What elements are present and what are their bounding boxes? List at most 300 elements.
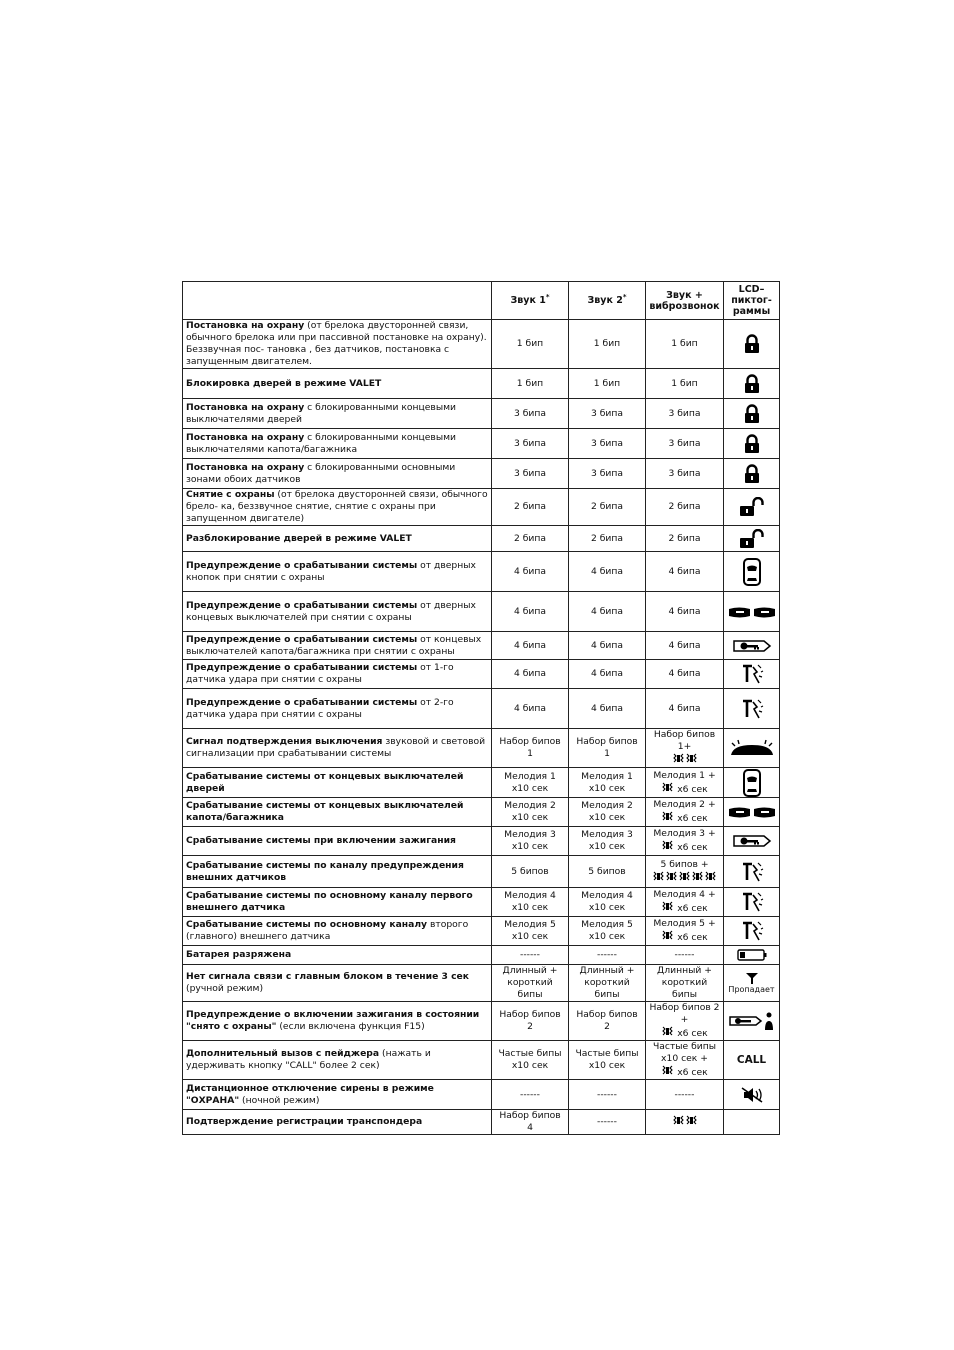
- sound1-value: [492, 1080, 569, 1110]
- sound1-value-line: х10 сек: [511, 902, 549, 913]
- lcd-pictogram: [724, 1041, 780, 1080]
- sound2-value-line: короткий бипы: [584, 977, 630, 1000]
- sound1-value: [492, 320, 569, 369]
- lock-closed-icon: [744, 408, 760, 419]
- sound1-value: [492, 798, 569, 827]
- sound-vibro-value-line: 5 бипов +: [660, 858, 709, 870]
- lcd-pictogram: [724, 917, 780, 946]
- event-description: [183, 1002, 492, 1041]
- table-row: [183, 729, 780, 768]
- lcd-pictogram: [724, 632, 780, 660]
- table-row: [183, 399, 780, 429]
- sound1-value-line: ------: [520, 1088, 540, 1100]
- lcd-pictogram: [724, 592, 780, 632]
- sound1-value-line: Мелодия 2: [504, 800, 556, 811]
- header-sound1: [492, 282, 569, 320]
- sound2-value-line: х10 сек: [588, 841, 626, 852]
- sound1-value: [492, 592, 569, 632]
- signal-table: [182, 281, 780, 1135]
- sound-vibro-value: [646, 729, 724, 768]
- sound-vibro-value-line: короткий бипы: [661, 977, 708, 1000]
- hood-trunk-icon: [728, 807, 776, 818]
- table-row: [183, 592, 780, 632]
- sound1-value: [492, 827, 569, 856]
- sound2-value-line: ------: [597, 1116, 617, 1127]
- sound2-value-line: 4 бипа: [590, 668, 624, 679]
- event-title: Срабатывание системы от концевых выключателей дверей: [186, 770, 464, 794]
- sound1-value-line: 4 бипа: [513, 639, 547, 651]
- event-description: [183, 526, 492, 552]
- lock-closed-icon: [744, 438, 760, 449]
- table-row: [183, 1041, 780, 1080]
- sound1-value-line: 4 бипа: [513, 565, 547, 577]
- sound1-value-line: 3 бипа: [513, 467, 547, 479]
- event-title: Дистанционное отключение сирены в режиме "ОХРАНА": [186, 1082, 434, 1106]
- event-description: [183, 827, 492, 856]
- event-detail: от 2-го датчика удара при снятии с охраны: [186, 696, 454, 720]
- event-description: [183, 1110, 492, 1135]
- sound2-value: [569, 369, 646, 399]
- lcd-pictogram: [724, 429, 780, 459]
- sound2-value-line: 1 бип: [593, 377, 621, 389]
- sound1-value-line: 4 бипа: [513, 605, 547, 617]
- sound1-value-line: х10 сек: [511, 841, 549, 852]
- event-description: [183, 856, 492, 888]
- sound1-value: [492, 1002, 569, 1041]
- sound2-value-line: Мелодия 3: [581, 829, 633, 840]
- event-detail: (от брелока двусторонней связи, обычного брелока или при пассивной постановке на охрану). Беззвучная пос- тановка , без датчиков, постановка с запущенным двигателем.: [186, 320, 487, 367]
- event-description: [183, 729, 492, 768]
- event-detail: второго (главного) внешнего датчика: [186, 919, 469, 942]
- sound1-value: [492, 552, 569, 592]
- sound2-value: [569, 946, 646, 965]
- header-sound1-text: Звук 1: [510, 295, 546, 306]
- event-description: [183, 320, 492, 369]
- event-detail: звуковой и световой сигнализации при срабатывании системы: [186, 736, 486, 759]
- lcd-pictogram: [724, 768, 780, 798]
- event-title: Подтверждение регистрации транспондера: [186, 1116, 423, 1127]
- sound-vibro-value: [646, 827, 724, 856]
- sound1-value-line: Набор бипов 4: [499, 1110, 561, 1133]
- sound-vibro-value: [646, 856, 724, 888]
- event-title: Предупреждение о включении зажигания в состоянии "снято с охраны": [186, 1009, 480, 1032]
- sound-vibro-value: [646, 320, 724, 369]
- sound1-value-line: Мелодия 3: [504, 829, 556, 840]
- sound-vibro-value-line: х6 сек: [649, 1026, 720, 1040]
- vibration-icon: [661, 842, 674, 853]
- sound-vibro-value: [646, 489, 724, 526]
- sound2-value: [569, 856, 646, 888]
- event-title: Постановка на охрану: [186, 431, 305, 443]
- sound-vibro-value-line: Мелодия 3 +: [653, 828, 716, 839]
- event-description: [183, 1080, 492, 1110]
- sound-vibro-value: [646, 965, 724, 1002]
- sound1-value: [492, 856, 569, 888]
- event-description: [183, 369, 492, 399]
- event-description: [183, 946, 492, 965]
- sound2-value: [569, 1110, 646, 1135]
- sound-vibro-value-line: 2 бипа: [668, 532, 701, 544]
- event-description: [183, 965, 492, 1002]
- lcd-pictogram-label: Пропадает: [728, 984, 775, 994]
- sound2-value: [569, 965, 646, 1002]
- sound-vibro-value-line: х6 сек: [649, 1065, 720, 1079]
- vibration-icon: [672, 755, 685, 766]
- sound2-value: [569, 399, 646, 429]
- car-lights-icon: [728, 743, 776, 754]
- sound-vibro-value-line: Мелодия 2 +: [653, 799, 716, 810]
- sound1-value-line: х10 сек: [511, 1060, 549, 1071]
- sound2-value: [569, 592, 646, 632]
- sound2-value-line: Набор бипов 2: [576, 1009, 638, 1032]
- sound2-value-line: Мелодия 2: [581, 800, 633, 811]
- event-description: [183, 917, 492, 946]
- lcd-pictogram: [724, 1110, 780, 1135]
- lcd-pictogram: [724, 888, 780, 917]
- sound1-value-line: короткий бипы: [507, 977, 553, 1000]
- lcd-pictogram: [724, 489, 780, 526]
- vibration-icon: [704, 873, 717, 884]
- sound1-value-line: Мелодия 4: [504, 890, 556, 901]
- event-description: [183, 660, 492, 689]
- lcd-pictogram: [724, 856, 780, 888]
- sound2-value-line: 5 бипов: [588, 865, 626, 877]
- lcd-pictogram: [724, 1002, 780, 1041]
- sound-vibro-value-line: 4 бипа: [668, 702, 701, 714]
- table-row: [183, 856, 780, 888]
- vibration-icon: [685, 755, 698, 766]
- sound2-value-line: 1 бип: [593, 338, 621, 349]
- sound2-value-line: 2 бипа: [590, 532, 624, 544]
- header-sound-vibro-line1: Звук +: [666, 289, 703, 301]
- event-detail: от дверных кнопок при снятии с охраны: [186, 559, 476, 583]
- lcd-pictogram: [724, 320, 780, 369]
- lcd-pictogram: [724, 827, 780, 856]
- antenna-icon: [745, 973, 759, 984]
- sound1-value-line: х10 сек: [511, 931, 549, 942]
- lock-closed-icon: [744, 468, 760, 479]
- shock-sensor-icon: [740, 703, 764, 714]
- sound-vibro-value-line: 3 бипа: [668, 437, 701, 449]
- sound1-value-line: 5 бипов: [511, 865, 549, 877]
- vibration-icon: [661, 813, 674, 824]
- sound1-value-line: Мелодия 1: [504, 770, 556, 782]
- call-label: CALL: [736, 1053, 767, 1066]
- sound2-value-line: 3 бипа: [590, 467, 624, 479]
- sound2-value: [569, 827, 646, 856]
- table-row: [183, 489, 780, 526]
- event-description: [183, 689, 492, 729]
- sound-vibro-value: [646, 689, 724, 729]
- sound-vibro-value-line: [649, 1115, 720, 1129]
- table-row: [183, 369, 780, 399]
- event-description: [183, 429, 492, 459]
- sound1-value: [492, 660, 569, 689]
- sound2-value: [569, 320, 646, 369]
- sound-vibro-value: [646, 888, 724, 917]
- key-person-icon: [728, 1016, 776, 1027]
- sound2-value: [569, 1002, 646, 1041]
- table-body: [183, 320, 780, 1135]
- sound1-value-line: 1 бип: [516, 338, 544, 349]
- table-row: [183, 946, 780, 965]
- sound2-value: [569, 552, 646, 592]
- header-lcd-line2: пиктог-: [731, 295, 772, 306]
- lcd-pictogram: [724, 946, 780, 965]
- sound-vibro-value-line: 4 бипа: [668, 565, 701, 577]
- sound-vibro-value-line: 4 бипа: [668, 605, 701, 617]
- lcd-pictogram: [724, 729, 780, 768]
- lcd-pictogram: [724, 798, 780, 827]
- table-row: [183, 689, 780, 729]
- event-detail: (нажать и удерживать кнопку "CALL" более 2 сек): [186, 1048, 431, 1071]
- sound2-value-line: х10 сек: [588, 782, 626, 794]
- sound-vibro-value: [646, 552, 724, 592]
- sound-vibro-value-line: Мелодия 5 +: [653, 918, 716, 929]
- event-description: [183, 768, 492, 798]
- lcd-pictogram: [724, 965, 780, 1002]
- table-row: [183, 660, 780, 689]
- sound1-value-line: 2 бипа: [513, 501, 547, 512]
- event-title: Батарея разряжена: [186, 949, 292, 960]
- sound-vibro-value-line: х10 сек +: [661, 1053, 708, 1064]
- sound-vibro-value-line: Мелодия 1 +: [653, 769, 716, 781]
- event-detail: от концевых выключателей капота/багажника при снятии с охраны: [186, 633, 482, 657]
- sound1-value-line: 3 бипа: [513, 407, 547, 419]
- sound2-value-line: 4 бипа: [590, 605, 624, 617]
- sound2-value: [569, 660, 646, 689]
- sound-vibro-value-line: [649, 753, 720, 767]
- sound1-value: [492, 399, 569, 429]
- sound1-value: [492, 369, 569, 399]
- sound1-value-line: Мелодия 5: [504, 919, 556, 930]
- sound2-value-line: ------: [597, 949, 617, 960]
- sound-vibro-value: [646, 459, 724, 489]
- sound-vibro-value-line: [649, 871, 720, 885]
- event-title: Постановка на охрану: [186, 320, 305, 331]
- sound2-value: [569, 917, 646, 946]
- sound-vibro-value: [646, 798, 724, 827]
- sound2-value: [569, 632, 646, 660]
- sound2-value: [569, 1080, 646, 1110]
- sound1-value-line: х10 сек: [511, 782, 549, 794]
- sound-vibro-value-line: ------: [674, 949, 695, 960]
- sound1-value: [492, 1041, 569, 1080]
- lock-closed-icon: [744, 378, 760, 389]
- sound1-value: [492, 729, 569, 768]
- event-detail: от дверных концевых выключателей при снятии с охраны: [186, 599, 476, 623]
- vibration-icon: [672, 1117, 685, 1128]
- event-title: Нет сигнала связи с главным блоком в течение 3 сек: [186, 971, 470, 982]
- table-row: [183, 320, 780, 369]
- sound2-value: [569, 729, 646, 768]
- table-row: [183, 917, 780, 946]
- header-lcd: [724, 282, 780, 320]
- sound-vibro-value: [646, 768, 724, 798]
- sound-vibro-value-line: х6 сек: [649, 782, 720, 796]
- sound1-value-line: 4 бипа: [513, 668, 547, 679]
- sound1-value-line: 4 бипа: [513, 702, 547, 714]
- event-title: Предупреждение о срабатывании системы: [186, 599, 418, 611]
- sound2-value-line: х10 сек: [588, 1060, 626, 1071]
- event-description: [183, 489, 492, 526]
- event-detail: (от брелока двусторонней связи, обычного брело- ка, беззвучное снятие, снятие с охраны при запущенном двигателе): [186, 489, 488, 524]
- sound2-value-line: ------: [597, 1088, 617, 1100]
- siren-off-icon: [741, 1089, 763, 1100]
- sound1-value: [492, 526, 569, 552]
- sound1-value: [492, 459, 569, 489]
- header-row: [183, 282, 780, 320]
- sound1-value: [492, 489, 569, 526]
- sound1-value: [492, 689, 569, 729]
- sound1-value-line: Набор бипов 2: [499, 1009, 561, 1032]
- event-description: [183, 552, 492, 592]
- sound1-value-line: Частые бипы: [498, 1048, 562, 1059]
- event-title: Срабатывание системы при включении зажигания: [186, 835, 456, 846]
- sound-vibro-value-line: х6 сек: [649, 811, 720, 825]
- sound2-value-line: 2 бипа: [590, 501, 624, 512]
- table-row: [183, 1002, 780, 1041]
- table-row: [183, 965, 780, 1002]
- event-description: [183, 1041, 492, 1080]
- lock-open-icon: [739, 502, 765, 513]
- battery-low-icon: [737, 949, 767, 960]
- sound2-value: [569, 768, 646, 798]
- ignition-key-icon: [732, 640, 772, 651]
- vibration-icon: [661, 903, 674, 914]
- table-row: [183, 459, 780, 489]
- sound-vibro-value-line: 1 бип: [671, 377, 698, 389]
- sound1-value: [492, 917, 569, 946]
- table-row: [183, 429, 780, 459]
- sound2-value-line: 3 бипа: [590, 407, 624, 419]
- table-row: [183, 1110, 780, 1135]
- shock-sensor-icon: [740, 897, 764, 908]
- sound-vibro-value-line: Набор бипов 2 +: [649, 1002, 720, 1025]
- sound2-value: [569, 798, 646, 827]
- header-lcd-line3: раммы: [732, 306, 771, 317]
- sound1-value-line: Длинный +: [502, 965, 558, 976]
- shock-sensor-icon: [740, 669, 764, 680]
- event-title: Предупреждение о срабатывании системы: [186, 662, 418, 673]
- event-title: Сигнал подтверждения выключения: [186, 736, 383, 747]
- event-title: Предупреждение о срабатывании системы: [186, 633, 418, 645]
- sound-vibro-value: [646, 1110, 724, 1135]
- sound-vibro-value-line: 3 бипа: [668, 467, 701, 479]
- table-row: [183, 827, 780, 856]
- sound-vibro-value-line: х6 сек: [649, 901, 720, 915]
- event-detail: с блокированными основными зонами обоих датчиков: [186, 461, 456, 485]
- table-row: [183, 526, 780, 552]
- lock-open-icon: [739, 533, 765, 544]
- sound-vibro-value-line: х6 сек: [649, 930, 720, 944]
- header-sound2: [569, 282, 646, 320]
- sound-vibro-value: [646, 632, 724, 660]
- event-description: [183, 459, 492, 489]
- event-detail: (ночной режим): [239, 1094, 320, 1106]
- sound1-value: [492, 1110, 569, 1135]
- header-sound1-mark: *: [545, 292, 550, 301]
- vibration-icon: [661, 1028, 674, 1039]
- lcd-pictogram: [724, 369, 780, 399]
- sound-vibro-value: [646, 1080, 724, 1110]
- ignition-key-icon: [732, 836, 772, 847]
- sound-vibro-value: [646, 946, 724, 965]
- vibration-icon: [661, 784, 674, 795]
- header-lcd-line1: LCD–: [738, 284, 765, 295]
- table-row: [183, 798, 780, 827]
- sound-vibro-value: [646, 399, 724, 429]
- table-row: [183, 768, 780, 798]
- sound2-value-line: х10 сек: [588, 931, 626, 942]
- sound2-value-line: Длинный +: [579, 965, 635, 976]
- event-description: [183, 399, 492, 429]
- event-detail: (если включена функция F15): [276, 1021, 425, 1032]
- event-title: Предупреждение о срабатывании системы: [186, 559, 418, 571]
- sound2-value-line: Частые бипы: [575, 1048, 639, 1059]
- sound1-value: [492, 632, 569, 660]
- table-row: [183, 888, 780, 917]
- sound1-value-line: 2 бипа: [513, 532, 547, 544]
- sound-vibro-value-line: 3 бипа: [668, 407, 701, 419]
- sound1-value: [492, 946, 569, 965]
- event-title: Предупреждение о срабатывании системы: [186, 696, 418, 708]
- vibration-icon: [652, 873, 665, 884]
- shock-sensor-icon: [740, 866, 764, 877]
- vibration-icon: [661, 1067, 674, 1078]
- sound-vibro-value: [646, 369, 724, 399]
- header-sound-vibro-line2: виброзвонок: [649, 300, 720, 312]
- car-top-icon: [742, 777, 762, 788]
- vibration-icon: [661, 932, 674, 943]
- sound-vibro-value-line: Набор бипов 1+: [653, 729, 716, 752]
- sound2-value: [569, 459, 646, 489]
- sound-vibro-value-line: 4 бипа: [668, 668, 701, 679]
- sound1-value-line: 1 бип: [516, 377, 544, 389]
- sound1-value-line: Набор бипов 1: [499, 736, 561, 759]
- sound1-value-line: х10 сек: [511, 812, 549, 823]
- event-description: [183, 632, 492, 660]
- sound2-value: [569, 489, 646, 526]
- sound2-value: [569, 429, 646, 459]
- sound1-value: [492, 965, 569, 1002]
- event-title: Дополнительный вызов с пейджера: [186, 1048, 380, 1059]
- vibration-icon: [678, 873, 691, 884]
- sound-vibro-value-line: 2 бипа: [668, 501, 701, 512]
- sound1-value-line: 3 бипа: [513, 437, 547, 449]
- sound-vibro-value: [646, 429, 724, 459]
- header-sound-vibro: [646, 282, 724, 320]
- event-title: Срабатывание системы по основному каналу первого внешнего датчика: [186, 890, 473, 913]
- lcd-pictogram: [724, 660, 780, 689]
- sound-vibro-value-line: 4 бипа: [668, 639, 701, 651]
- lcd-pictogram: [724, 399, 780, 429]
- sound2-value-line: Мелодия 1: [581, 770, 633, 782]
- header-sound2-text: Звук 2: [587, 295, 623, 306]
- sound-vibro-value: [646, 660, 724, 689]
- lcd-pictogram: [724, 459, 780, 489]
- event-title: Постановка на охрану: [186, 401, 305, 413]
- lcd-pictogram: [724, 1080, 780, 1110]
- lcd-pictogram: [724, 689, 780, 729]
- vibration-icon: [665, 873, 678, 884]
- sound-vibro-value: [646, 1002, 724, 1041]
- shock-sensor-icon: [740, 926, 764, 937]
- event-detail: от 1-го датчика удара при снятии с охраны: [186, 662, 454, 685]
- sound2-value-line: х10 сек: [588, 902, 626, 913]
- event-title: Срабатывание системы по каналу предупреждения внешних датчиков: [186, 859, 464, 883]
- event-description: [183, 798, 492, 827]
